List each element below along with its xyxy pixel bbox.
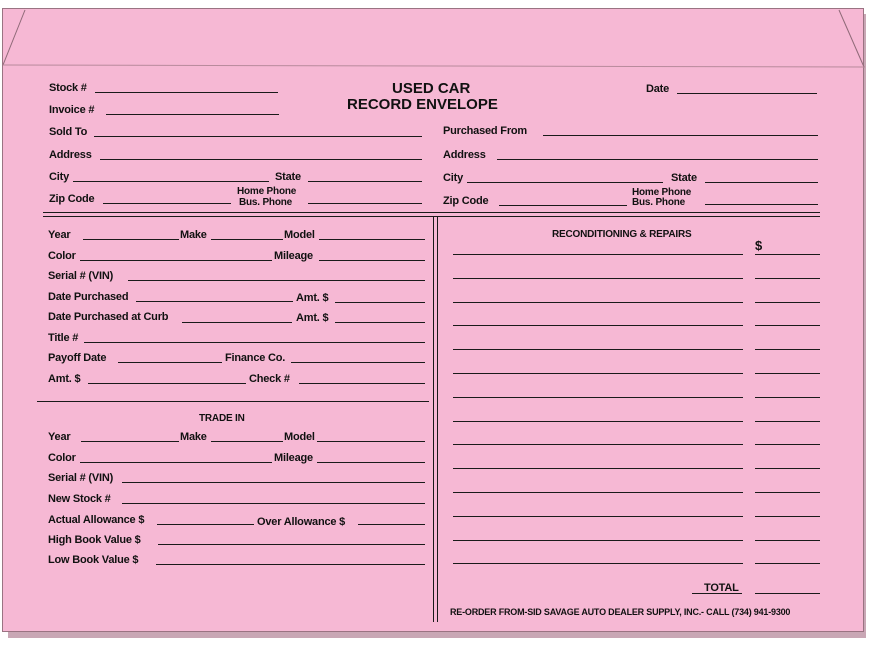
stock-field[interactable] [95,92,278,93]
low-book-label: Low Book Value $ [48,554,139,566]
sold-to-label: Sold To [49,126,88,138]
repair-amount-line[interactable] [755,397,820,398]
repair-description-line[interactable] [453,540,743,541]
date-purchased-label: Date Purchased [48,291,129,303]
repair-amount-line[interactable] [755,278,820,279]
seller-phone-field[interactable] [705,204,818,205]
seller-address-label: Address [443,149,486,161]
finance-co-label: Finance Co. [225,352,286,364]
repair-amount-line[interactable] [755,563,820,564]
vehicle-year-field[interactable] [83,239,179,240]
trade-model-label: Model [284,431,315,443]
repair-amount-line[interactable] [755,492,820,493]
over-allowance-label: Over Allowance $ [257,516,346,528]
trade-in-divider [37,401,429,402]
date-purchased-curb-field[interactable] [182,322,292,323]
payoff-amt-label: Amt. $ [48,373,81,385]
trade-make-field[interactable] [211,441,283,442]
repair-description-line[interactable] [453,397,743,398]
vehicle-year-label: Year [48,229,71,241]
amt-label: Amt. $ [296,292,329,304]
buyer-state-field[interactable] [308,181,422,182]
repair-description-line[interactable] [453,468,743,469]
repairs-dollar-sign: $ [755,238,763,253]
seller-address-field[interactable] [497,159,818,160]
repair-amount-line[interactable] [755,302,820,303]
new-stock-label: New Stock # [48,493,111,505]
repair-description-line[interactable] [453,325,743,326]
repair-amount-line[interactable] [755,516,820,517]
sold-to-field[interactable] [94,136,422,137]
seller-home-phone-label: Home Phone [632,187,692,198]
payoff-date-field[interactable] [118,362,222,363]
column-divider-2 [437,217,438,622]
finance-co-field[interactable] [291,362,425,363]
buyer-address-field[interactable] [100,159,422,160]
repair-amount-line[interactable] [755,349,820,350]
actual-allowance-label: Actual Allowance $ [48,514,145,526]
record-envelope [2,8,864,632]
vehicle-mileage-field[interactable] [319,260,425,261]
trade-make-label: Make [180,431,207,443]
trade-mileage-label: Mileage [274,452,313,464]
amt-curb-label: Amt. $ [296,312,329,324]
buyer-city-label: City [49,171,69,183]
check-field[interactable] [299,383,425,384]
buyer-address-label: Address [49,149,92,161]
total-label: TOTAL [704,582,739,594]
buyer-bus-phone-label: Bus. Phone [239,197,293,208]
repair-amount-line[interactable] [755,540,820,541]
form-title-line2: RECORD ENVELOPE [347,96,498,113]
buyer-home-phone-label: Home Phone [237,186,297,197]
vehicle-serial-label: Serial # (VIN) [48,270,114,282]
vehicle-model-field[interactable] [319,239,425,240]
over-allowance-field[interactable] [358,524,425,525]
buyer-state-label: State [275,171,301,183]
trade-year-label: Year [48,431,71,443]
repair-description-line[interactable] [453,563,743,564]
purchased-from-field[interactable] [543,135,818,136]
section-divider-top-2 [43,216,820,217]
high-book-label: High Book Value $ [48,534,141,546]
trade-color-field[interactable] [80,462,272,463]
invoice-label: Invoice # [49,104,95,116]
repair-description-line[interactable] [453,492,743,493]
title-number-field[interactable] [84,342,425,343]
date-label: Date [646,83,670,95]
vehicle-make-field[interactable] [211,239,283,240]
new-stock-field[interactable] [122,503,425,504]
date-purchased-curb-label: Date Purchased at Curb [48,311,169,323]
section-divider-top [43,212,820,213]
repair-description-line[interactable] [453,254,743,255]
repair-description-line[interactable] [453,516,743,517]
date-field[interactable] [677,93,817,94]
seller-bus-phone-label: Bus. Phone [632,197,686,208]
envelope-flap [3,9,865,79]
invoice-field[interactable] [106,114,279,115]
vehicle-mileage-label: Mileage [274,250,313,262]
total-field[interactable] [755,593,820,594]
buyer-zip-label: Zip Code [49,193,95,205]
vehicle-color-field[interactable] [80,260,272,261]
buyer-zip-field[interactable] [103,203,231,204]
form-title-line1: USED CAR [392,80,471,97]
vehicle-model-label: Model [284,229,315,241]
purchased-from-label: Purchased From [443,125,528,137]
vehicle-color-label: Color [48,250,76,262]
repair-description-line[interactable] [453,421,743,422]
seller-city-field[interactable] [467,182,663,183]
seller-state-field[interactable] [705,182,818,183]
repair-amount-line[interactable] [755,373,820,374]
column-divider [433,217,434,622]
vehicle-make-label: Make [180,229,207,241]
seller-zip-label: Zip Code [443,195,489,207]
total-label-underline [692,593,742,594]
trade-mileage-field[interactable] [317,462,425,463]
repair-amount-line[interactable] [755,325,820,326]
trade-in-heading: TRADE IN [199,413,245,424]
date-purchased-field[interactable] [136,301,293,302]
title-number-label: Title # [48,332,79,344]
trade-year-field[interactable] [81,441,179,442]
trade-serial-label: Serial # (VIN) [48,472,114,484]
repair-amount-line[interactable] [755,444,820,445]
repair-description-line[interactable] [453,302,743,303]
seller-city-label: City [443,172,463,184]
stock-label: Stock # [49,82,87,94]
reorder-footer: RE-ORDER FROM-SID SAVAGE AUTO DEALER SUPPLY, INC.- CALL (734) 941-9300 [450,607,791,617]
low-book-field[interactable] [156,564,425,565]
check-label: Check # [249,373,290,385]
trade-model-field[interactable] [317,441,425,442]
repair-amount-line[interactable] [755,468,820,469]
repair-description-line[interactable] [453,444,743,445]
repairs-heading: RECONDITIONING & REPAIRS [552,229,692,240]
trade-serial-field[interactable] [122,482,425,483]
seller-state-label: State [671,172,697,184]
repair-description-line[interactable] [453,278,743,279]
amt-field[interactable] [335,302,425,303]
repair-description-line[interactable] [453,349,743,350]
repair-amount-line[interactable] [755,421,820,422]
repair-amount-line[interactable] [755,254,820,255]
repair-description-line[interactable] [453,373,743,374]
actual-allowance-field[interactable] [157,524,254,525]
seller-zip-field[interactable] [499,205,627,206]
payoff-amt-field[interactable] [88,383,246,384]
payoff-date-label: Payoff Date [48,352,107,364]
vehicle-serial-field[interactable] [128,280,425,281]
amt-curb-field[interactable] [335,322,425,323]
buyer-phone-field[interactable] [308,203,422,204]
high-book-field[interactable] [158,544,425,545]
buyer-city-field[interactable] [73,181,269,182]
trade-color-label: Color [48,452,76,464]
